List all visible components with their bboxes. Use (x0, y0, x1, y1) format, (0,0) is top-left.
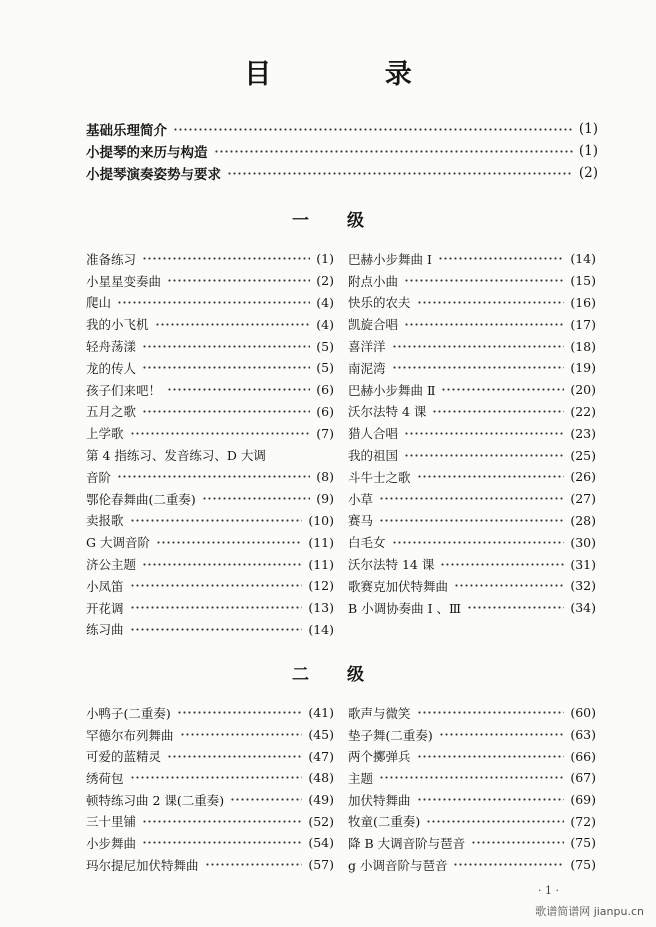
toc-entry-page: (18) (570, 338, 596, 354)
toc-entry-page: (34) (570, 600, 596, 616)
toc-entry (86, 767, 334, 789)
toc-entry-page: (48) (308, 770, 334, 786)
dot-leader (130, 584, 303, 587)
toc-entry-title: 主题 (348, 770, 374, 786)
dot-leader (156, 541, 302, 544)
toc-entry (348, 488, 596, 510)
toc-entry-title: 三十里铺 (86, 814, 137, 830)
dot-leader (130, 519, 303, 522)
toc-entry (86, 270, 334, 292)
toc-entry-page: (14) (308, 621, 334, 637)
toc-entry-title: 加伏特舞曲 (348, 792, 411, 808)
toc-entry-title: 小星星变奏曲 (86, 273, 162, 289)
toc-entry-page: (6) (316, 403, 334, 419)
dot-leader (142, 841, 302, 844)
toc-entry-page: (57) (308, 857, 334, 873)
dot-leader (471, 841, 564, 844)
dot-leader (404, 323, 564, 326)
dot-leader (417, 301, 565, 304)
toc-entry (348, 357, 596, 379)
toc-entry (86, 292, 334, 314)
toc-entry-title: 我的祖国 (348, 448, 399, 464)
toc-entry-title: 斗牛士之歌 (348, 469, 411, 485)
toc-entry (348, 248, 596, 270)
toc-entry (348, 702, 596, 724)
dot-leader (167, 279, 310, 282)
toc-entry-page: (28) (570, 512, 596, 528)
toc-entry (86, 702, 334, 724)
toc-entry-page: (9) (316, 491, 334, 507)
toc-entry-title: 练习曲 (86, 622, 124, 638)
toc-entry-title: g 小调音阶与琶音 (348, 857, 448, 873)
toc-entry (348, 531, 596, 553)
toc-entry-title: 歌声与微笑 (348, 705, 411, 721)
toc-entry (348, 466, 596, 488)
dot-leader (379, 519, 564, 522)
toc-entry-page: (10) (308, 512, 334, 528)
dot-leader (379, 776, 564, 779)
toc-entry-title: 我的小飞机 (86, 317, 149, 333)
toc-entry (348, 510, 596, 532)
toc-entry (348, 422, 596, 444)
dot-leader (180, 733, 303, 736)
toc-entry-page: (14) (570, 251, 596, 267)
toc-entry-title: 基础乐理简介 (86, 123, 167, 139)
toc-entry-title: 五月之歌 (86, 404, 137, 420)
toc-entry (348, 292, 596, 314)
toc-entry-page: (20) (570, 382, 596, 398)
toc-entry (348, 597, 596, 619)
toc-entry-title: 垫子舞(二重奏) (348, 727, 433, 743)
toc-entry (86, 379, 334, 401)
toc-entry-page: (8) (316, 469, 334, 485)
dot-leader (130, 628, 303, 631)
toc-entry-page: (45) (308, 727, 334, 743)
toc-entry (86, 162, 598, 184)
toc-entry-page: (4) (316, 294, 334, 310)
toc-entry-page: (47) (308, 748, 334, 764)
dot-leader (392, 541, 565, 544)
level-2-heading: 二 级 (292, 665, 380, 685)
dot-leader (214, 150, 573, 153)
toc-entry-page: (2) (316, 273, 334, 289)
dot-leader (454, 584, 564, 587)
toc-entry (86, 531, 334, 553)
toc-entry-page: (5) (316, 360, 334, 376)
dot-leader (130, 606, 303, 609)
toc-entry (348, 575, 596, 597)
toc-entry (86, 401, 334, 423)
toc-entry-page: (30) (570, 534, 596, 550)
dot-leader (417, 475, 565, 478)
toc-entry (348, 313, 596, 335)
dot-leader (205, 863, 303, 866)
toc-entry-title: 歌赛克加伏特舞曲 (348, 578, 449, 594)
dot-leader (426, 820, 564, 823)
toc-entry (348, 335, 596, 357)
dot-leader (142, 257, 310, 260)
toc-entry-page: (32) (570, 578, 596, 594)
page-title: 目 录 (244, 59, 464, 90)
toc-entry (86, 789, 334, 811)
toc-entry-title: 猎人合唱 (348, 426, 399, 442)
toc-entry-page: (1) (578, 143, 598, 159)
toc-entry (86, 248, 334, 270)
toc-entry (348, 854, 596, 876)
toc-entry-title: 降 B 大调音阶与琶音 (348, 835, 466, 851)
toc-entry-title: 卖报歌 (86, 513, 124, 529)
toc-entry-title: 第 4 指练习、发音练习、D 大调 (86, 448, 266, 464)
dot-leader (441, 388, 564, 391)
intro-list (86, 118, 598, 184)
dot-leader (130, 432, 311, 435)
dot-leader (404, 279, 564, 282)
toc-entry-page: (6) (316, 382, 334, 398)
toc-entry-page: (31) (570, 556, 596, 572)
toc-entry-title: 小鸭子(二重奏) (86, 705, 171, 721)
toc-entry-page: (26) (570, 469, 596, 485)
toc-entry (86, 444, 334, 466)
toc-entry-page: (27) (570, 491, 596, 507)
toc-entry-title: 小凤笛 (86, 578, 124, 594)
dot-leader (142, 345, 310, 348)
toc-entry-title: 鄂伦春舞曲(二重奏) (86, 491, 196, 507)
dot-leader (142, 410, 310, 413)
dot-leader (404, 432, 564, 435)
toc-entry (86, 854, 334, 876)
dot-leader (453, 863, 564, 866)
watermark: 歌谱简谱网 jianpu.cn (535, 905, 644, 918)
toc-entry-title: 顿特练习曲 2 课(二重奏) (86, 792, 225, 808)
dot-leader (227, 172, 573, 175)
toc-entry (348, 810, 596, 832)
dot-leader (404, 454, 564, 457)
toc-entry-title: 白毛女 (348, 535, 386, 551)
toc-entry-page: (16) (570, 294, 596, 310)
toc-entry (86, 745, 334, 767)
toc-entry-title: 小步舞曲 (86, 835, 137, 851)
toc-entry-page: (41) (308, 705, 334, 721)
dot-leader (417, 798, 565, 801)
toc-entry (348, 379, 596, 401)
toc-entry-page: (49) (308, 792, 334, 808)
toc-entry-title: 上学歌 (86, 426, 124, 442)
toc-entry-title: 龙的传人 (86, 360, 137, 376)
toc-entry-page: (52) (308, 813, 334, 829)
toc-entry (86, 575, 334, 597)
dot-leader (417, 755, 565, 758)
dot-leader (117, 301, 310, 304)
toc-entry-page: (75) (570, 835, 596, 851)
toc-entry-title: 罕德尔布列舞曲 (86, 727, 174, 743)
toc-entry-title: 巴赫小步舞曲 I (348, 251, 432, 267)
toc-entry-title: 巴赫小步舞曲 Ⅱ (348, 382, 436, 398)
toc-entry-title: 音阶 (86, 469, 112, 485)
toc-entry (348, 745, 596, 767)
toc-entry-page: (11) (308, 534, 334, 550)
toc-entry-title: 快乐的农夫 (348, 295, 411, 311)
toc-entry-title: 牧童(二重奏) (348, 814, 421, 830)
toc-entry (348, 789, 596, 811)
toc-entry (86, 313, 334, 335)
dot-leader (392, 345, 565, 348)
toc-entry (86, 553, 334, 575)
toc-entry-page: (13) (308, 600, 334, 616)
toc-entry-page: (69) (570, 792, 596, 808)
toc-entry-page: (11) (308, 556, 334, 572)
toc-entry (86, 335, 334, 357)
level-1-left-column (86, 248, 334, 640)
toc-entry-title: 沃尔法特 14 课 (348, 557, 435, 573)
dot-leader (467, 606, 564, 609)
toc-entry-title: 爬山 (86, 295, 112, 311)
dot-leader (142, 366, 310, 369)
dot-leader (167, 755, 302, 758)
dot-leader (142, 820, 302, 823)
toc-entry (86, 832, 334, 854)
toc-entry-page: (60) (570, 705, 596, 721)
page-number-mark: · 1 · (538, 884, 559, 897)
toc-entry-page: (12) (308, 578, 334, 594)
toc-entry-page: (67) (570, 770, 596, 786)
toc-entry (86, 466, 334, 488)
dot-leader (440, 563, 564, 566)
toc-entry-page: (54) (308, 835, 334, 851)
toc-entry-title: 小提琴的来历与构造 (86, 145, 208, 161)
toc-entry (86, 724, 334, 746)
toc-entry-title: 小提琴演奏姿势与要求 (86, 167, 221, 183)
toc-entry-page: (75) (570, 857, 596, 873)
level-1-heading: 一 级 (292, 211, 380, 231)
toc-entry-page: (63) (570, 727, 596, 743)
toc-entry-title: 凯旋合唱 (348, 317, 399, 333)
toc-entry-page: (72) (570, 813, 596, 829)
dot-leader (379, 497, 564, 500)
toc-entry-page: (17) (570, 316, 596, 332)
dot-leader (117, 475, 310, 478)
dot-leader (173, 128, 573, 131)
toc-entry-page: (19) (570, 360, 596, 376)
toc-entry-title: 赛马 (348, 513, 374, 529)
toc-entry-page: (23) (570, 425, 596, 441)
dot-leader (142, 563, 302, 566)
toc-entry-page: (22) (570, 403, 596, 419)
level-2-left-column (86, 702, 334, 876)
toc-entry-title: G 大调音阶 (86, 535, 150, 551)
toc-entry-title: 济公主题 (86, 557, 137, 573)
toc-entry (86, 357, 334, 379)
toc-entry (86, 422, 334, 444)
level-2-right-column (348, 702, 596, 876)
dot-leader (439, 733, 565, 736)
toc-entry (86, 810, 334, 832)
dot-leader (438, 257, 564, 260)
dot-leader (392, 366, 565, 369)
toc-entry (348, 270, 596, 292)
dot-leader (130, 776, 303, 779)
dot-leader (155, 323, 311, 326)
toc-entry-title: 南泥湾 (348, 360, 386, 376)
toc-entry (348, 832, 596, 854)
toc-entry-title: 沃尔法特 4 课 (348, 404, 427, 420)
toc-entry-title: 小草 (348, 491, 374, 507)
toc-entry-title: 准备练习 (86, 251, 137, 267)
toc-entry (86, 597, 334, 619)
toc-entry (348, 444, 596, 466)
toc-entry-title: B 小调协奏曲 I 、Ⅲ (348, 600, 462, 616)
toc-entry (86, 510, 334, 532)
toc-entry-title: 孩子们来吧！ (86, 382, 162, 398)
toc-entry-page: (66) (570, 748, 596, 764)
toc-entry-title: 两个擲弹兵 (348, 749, 411, 765)
toc-entry-page: (5) (316, 338, 334, 354)
dot-leader (230, 798, 302, 801)
toc-entry-title: 玛尔提尼加伏特舞曲 (86, 857, 199, 873)
toc-entry (86, 118, 598, 140)
toc-entry-title: 绣荷包 (86, 770, 124, 786)
toc-entry-page: (1) (316, 251, 334, 267)
toc-entry (86, 488, 334, 510)
toc-entry-page: (25) (570, 447, 596, 463)
dot-leader (202, 497, 311, 500)
toc-entry (348, 724, 596, 746)
toc-entry (348, 401, 596, 423)
toc-entry-title: 可爱的蓝精灵 (86, 749, 162, 765)
level-1-right-column (348, 248, 596, 619)
dot-leader (177, 711, 303, 714)
toc-entry (86, 140, 598, 162)
toc-entry (86, 619, 334, 641)
toc-entry-title: 喜洋洋 (348, 339, 386, 355)
toc-entry-title: 轻舟荡漾 (86, 339, 137, 355)
toc-entry-title: 开花调 (86, 600, 124, 616)
toc-entry-page: (15) (570, 273, 596, 289)
toc-entry-page: (2) (578, 165, 598, 181)
dot-leader (417, 711, 565, 714)
dot-leader (432, 410, 564, 413)
toc-entry-page: (7) (316, 425, 334, 441)
toc-entry-title: 附点小曲 (348, 273, 399, 289)
toc-entry (348, 767, 596, 789)
toc-entry-page: (1) (578, 121, 598, 137)
dot-leader (167, 388, 310, 391)
toc-entry (348, 553, 596, 575)
toc-entry-page: (4) (316, 316, 334, 332)
